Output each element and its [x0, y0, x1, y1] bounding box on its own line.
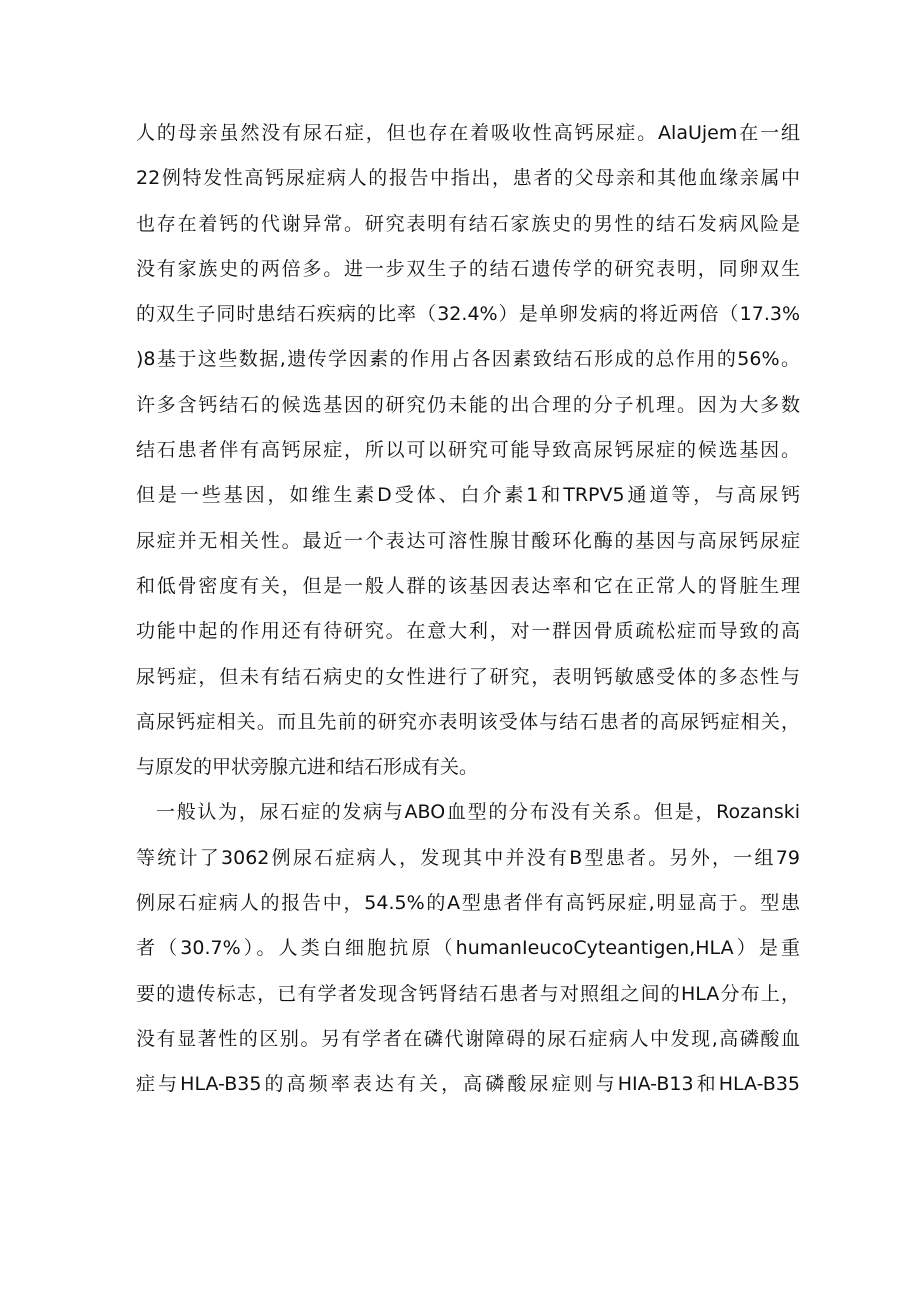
text-line: )8基于这些数据,遗传学因素的作用占各因素致结石形成的总作用的56%。: [136, 348, 800, 371]
text-line: 人的母亲虽然没有尿石症，但也存在着吸收性高钙尿症。AlaUjem在一组: [136, 122, 800, 144]
text-line: 22例特发性高钙尿症病人的报告中指出，患者的父母亲和其他血缘亲属中: [136, 167, 800, 190]
text-line: 高尿钙症相关。而且先前的研究亦表明该受体与结石患者的高尿钙症相关，: [136, 710, 800, 733]
text-line: 没有家族史的两倍多。进一步双生子的结石遗传学的研究表明，同卵双生: [136, 257, 800, 280]
text-line: 尿症并无相关性。最近一个表达可溶性腺甘酸环化酶的基因与高尿钙尿症: [136, 529, 800, 552]
text-line: 要的遗传标志，已有学者发现含钙肾结石患者与对照组之间的HLA分布上，: [136, 982, 800, 1005]
text-line: 和低骨密度有关，但是一般人群的该基因表达率和它在正常人的肾脏生理: [136, 574, 800, 597]
text-line: 功能中起的作用还有待研究。在意大利，对一群因骨质疏松症而导致的高: [136, 620, 800, 643]
paragraph-start-line: 一般认为，尿石症的发病与ABO血型的分布没有关系。但是，Rozanski: [156, 801, 800, 824]
text-line: 许多含钙结石的候选基因的研究仍未能的出合理的分子机理。因为大多数: [136, 393, 800, 416]
text-line: 尿钙症，但未有结石病史的女性进行了研究，表明钙敏感受体的多态性与: [136, 665, 800, 688]
text-line: 也存在着钙的代谢异常。研究表明有结石家族史的男性的结石发病风险是: [136, 212, 800, 235]
body-text: [136, 111, 800, 1108]
text-line: 等统计了3062例尿石症病人，发现其中并没有B型患者。另外，一组79: [136, 846, 800, 869]
text-line: 没有显著性的区别。另有学者在磷代谢障碍的尿石症病人中发现,高磷酸血: [136, 1027, 800, 1050]
paragraph-end-line: 与原发的甲状旁腺亢进和结石形成有关。: [136, 756, 479, 779]
text-line: 症与HLA-B35的高频率表达有关，高磷酸尿症则与HIA-B13和HLA-B35: [136, 1073, 800, 1096]
text-line: 的双生子同时患结石疾病的比率（32.4%）是单卵发病的将近两倍（17.3%: [136, 303, 800, 326]
text-line: 结石患者伴有高钙尿症，所以可以研究可能导致高尿钙尿症的候选基因。: [136, 439, 800, 462]
text-line: 者（30.7%）。人类白细胞抗原（humanIeucoCyteantigen,HLA）是重: [136, 937, 800, 960]
text-line: 但是一些基因，如维生素D受体、白介素1和TRPV5通道等，与高尿钙: [136, 484, 800, 507]
text-line: 例尿石症病人的报告中，54.5%的A型患者伴有高钙尿症,明显高于。型患: [136, 892, 800, 915]
